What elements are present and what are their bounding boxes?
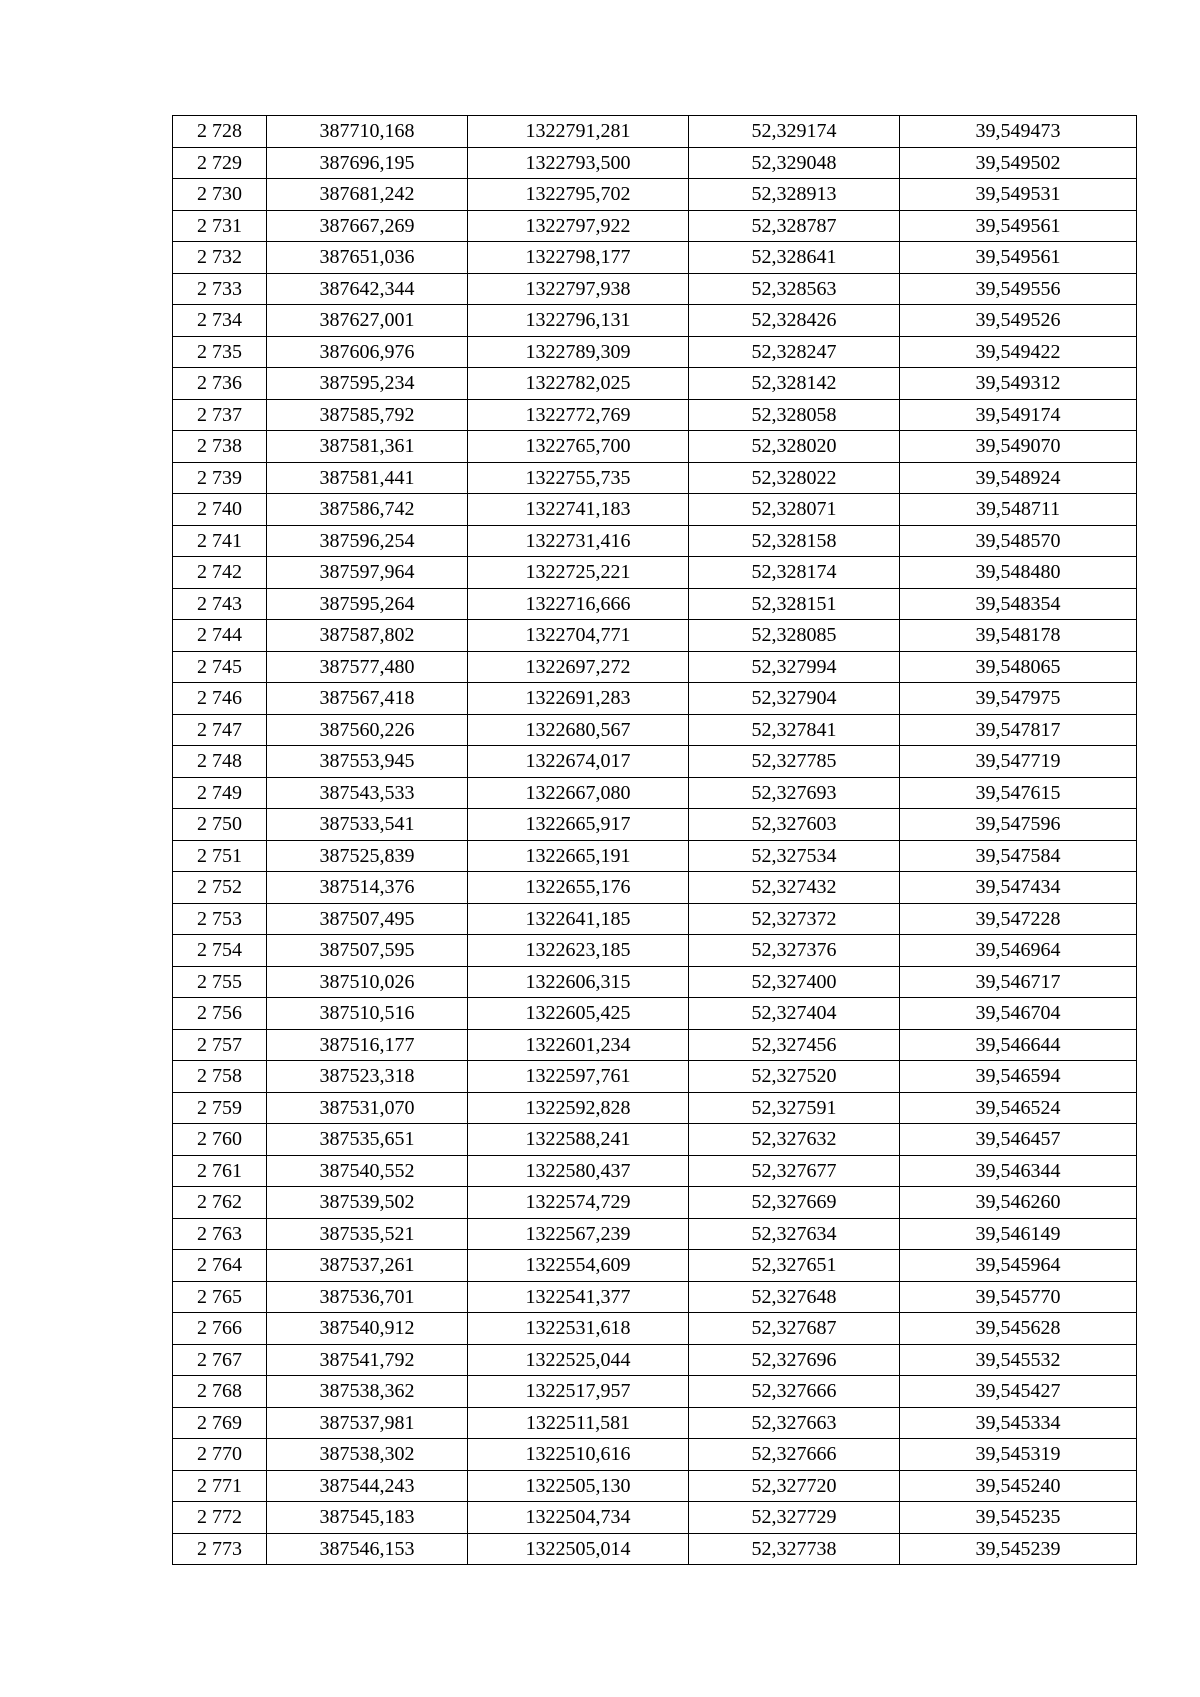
latitude-cell: 52,327400	[689, 966, 900, 998]
y-coordinate-cell: 1322731,416	[468, 525, 689, 557]
x-coordinate-cell: 387510,026	[267, 966, 468, 998]
table-row	[173, 210, 1137, 242]
point-number-cell: 2 734	[173, 305, 267, 337]
latitude-cell: 52,327666	[689, 1439, 900, 1471]
latitude-cell: 52,328247	[689, 336, 900, 368]
point-number-cell: 2 751	[173, 840, 267, 872]
y-coordinate-cell: 1322567,239	[468, 1218, 689, 1250]
table-row	[173, 1092, 1137, 1124]
point-number-cell: 2 732	[173, 242, 267, 274]
point-number-cell: 2 746	[173, 683, 267, 715]
latitude-cell: 52,328913	[689, 179, 900, 211]
latitude-cell: 52,328158	[689, 525, 900, 557]
point-number-cell: 2 728	[173, 116, 267, 148]
x-coordinate-cell: 387538,302	[267, 1439, 468, 1471]
longitude-cell: 39,549070	[900, 431, 1137, 463]
y-coordinate-cell: 1322791,281	[468, 116, 689, 148]
table-row	[173, 620, 1137, 652]
y-coordinate-cell: 1322667,080	[468, 777, 689, 809]
point-number-cell: 2 741	[173, 525, 267, 557]
y-coordinate-cell: 1322574,729	[468, 1187, 689, 1219]
table-row	[173, 242, 1137, 274]
latitude-cell: 52,327666	[689, 1376, 900, 1408]
latitude-cell: 52,328071	[689, 494, 900, 526]
point-number-cell: 2 739	[173, 462, 267, 494]
longitude-cell: 39,549556	[900, 273, 1137, 305]
x-coordinate-cell: 387510,516	[267, 998, 468, 1030]
latitude-cell: 52,328641	[689, 242, 900, 274]
latitude-cell: 52,327634	[689, 1218, 900, 1250]
point-number-cell: 2 772	[173, 1502, 267, 1534]
table-row	[173, 903, 1137, 935]
x-coordinate-cell: 387553,945	[267, 746, 468, 778]
latitude-cell: 52,327651	[689, 1250, 900, 1282]
y-coordinate-cell: 1322588,241	[468, 1124, 689, 1156]
table-row	[173, 588, 1137, 620]
y-coordinate-cell: 1322772,769	[468, 399, 689, 431]
y-coordinate-cell: 1322597,761	[468, 1061, 689, 1093]
table-row	[173, 966, 1137, 998]
x-coordinate-cell: 387540,912	[267, 1313, 468, 1345]
latitude-cell: 52,327663	[689, 1407, 900, 1439]
longitude-cell: 39,545334	[900, 1407, 1137, 1439]
longitude-cell: 39,545239	[900, 1533, 1137, 1565]
latitude-cell: 52,327785	[689, 746, 900, 778]
table-row	[173, 1124, 1137, 1156]
y-coordinate-cell: 1322531,618	[468, 1313, 689, 1345]
x-coordinate-cell: 387525,839	[267, 840, 468, 872]
latitude-cell: 52,328174	[689, 557, 900, 589]
table-row	[173, 809, 1137, 841]
latitude-cell: 52,327648	[689, 1281, 900, 1313]
table-row	[173, 1029, 1137, 1061]
point-number-cell: 2 749	[173, 777, 267, 809]
table-row	[173, 1533, 1137, 1565]
x-coordinate-cell: 387595,264	[267, 588, 468, 620]
point-number-cell: 2 757	[173, 1029, 267, 1061]
y-coordinate-cell: 1322525,044	[468, 1344, 689, 1376]
latitude-cell: 52,328058	[689, 399, 900, 431]
point-number-cell: 2 754	[173, 935, 267, 967]
y-coordinate-cell: 1322765,700	[468, 431, 689, 463]
point-number-cell: 2 767	[173, 1344, 267, 1376]
y-coordinate-cell: 1322741,183	[468, 494, 689, 526]
latitude-cell: 52,327729	[689, 1502, 900, 1534]
longitude-cell: 39,549312	[900, 368, 1137, 400]
point-number-cell: 2 729	[173, 147, 267, 179]
point-number-cell: 2 755	[173, 966, 267, 998]
table-row	[173, 305, 1137, 337]
latitude-cell: 52,327520	[689, 1061, 900, 1093]
point-number-cell: 2 730	[173, 179, 267, 211]
y-coordinate-cell: 1322680,567	[468, 714, 689, 746]
table-row	[173, 683, 1137, 715]
x-coordinate-cell: 387507,595	[267, 935, 468, 967]
x-coordinate-cell: 387537,981	[267, 1407, 468, 1439]
longitude-cell: 39,545235	[900, 1502, 1137, 1534]
longitude-cell: 39,547615	[900, 777, 1137, 809]
table-row	[173, 777, 1137, 809]
x-coordinate-cell: 387538,362	[267, 1376, 468, 1408]
x-coordinate-cell: 387581,361	[267, 431, 468, 463]
longitude-cell: 39,549526	[900, 305, 1137, 337]
y-coordinate-cell: 1322505,130	[468, 1470, 689, 1502]
longitude-cell: 39,547596	[900, 809, 1137, 841]
table-row	[173, 1344, 1137, 1376]
point-number-cell: 2 766	[173, 1313, 267, 1345]
longitude-cell: 39,549473	[900, 116, 1137, 148]
point-number-cell: 2 758	[173, 1061, 267, 1093]
point-number-cell: 2 760	[173, 1124, 267, 1156]
x-coordinate-cell: 387585,792	[267, 399, 468, 431]
latitude-cell: 52,328426	[689, 305, 900, 337]
x-coordinate-cell: 387540,552	[267, 1155, 468, 1187]
x-coordinate-cell: 387710,168	[267, 116, 468, 148]
x-coordinate-cell: 387544,243	[267, 1470, 468, 1502]
latitude-cell: 52,327738	[689, 1533, 900, 1565]
longitude-cell: 39,548065	[900, 651, 1137, 683]
y-coordinate-cell: 1322795,702	[468, 179, 689, 211]
longitude-cell: 39,546717	[900, 966, 1137, 998]
table-row	[173, 1502, 1137, 1534]
longitude-cell: 39,545770	[900, 1281, 1137, 1313]
longitude-cell: 39,546260	[900, 1187, 1137, 1219]
table-row	[173, 462, 1137, 494]
table-row	[173, 179, 1137, 211]
table-row	[173, 1218, 1137, 1250]
y-coordinate-cell: 1322793,500	[468, 147, 689, 179]
y-coordinate-cell: 1322511,581	[468, 1407, 689, 1439]
latitude-cell: 52,328563	[689, 273, 900, 305]
y-coordinate-cell: 1322641,185	[468, 903, 689, 935]
longitude-cell: 39,548480	[900, 557, 1137, 589]
point-number-cell: 2 764	[173, 1250, 267, 1282]
point-number-cell: 2 773	[173, 1533, 267, 1565]
point-number-cell: 2 744	[173, 620, 267, 652]
coordinates-table	[172, 115, 1137, 1565]
longitude-cell: 39,547434	[900, 872, 1137, 904]
table-row	[173, 1155, 1137, 1187]
x-coordinate-cell: 387681,242	[267, 179, 468, 211]
latitude-cell: 52,328022	[689, 462, 900, 494]
x-coordinate-cell: 387627,001	[267, 305, 468, 337]
longitude-cell: 39,548711	[900, 494, 1137, 526]
point-number-cell: 2 735	[173, 336, 267, 368]
x-coordinate-cell: 387539,502	[267, 1187, 468, 1219]
table-row	[173, 399, 1137, 431]
table-row	[173, 273, 1137, 305]
point-number-cell: 2 756	[173, 998, 267, 1030]
y-coordinate-cell: 1322782,025	[468, 368, 689, 400]
longitude-cell: 39,545532	[900, 1344, 1137, 1376]
latitude-cell: 52,327994	[689, 651, 900, 683]
longitude-cell: 39,546149	[900, 1218, 1137, 1250]
latitude-cell: 52,327720	[689, 1470, 900, 1502]
table-row	[173, 525, 1137, 557]
longitude-cell: 39,549561	[900, 242, 1137, 274]
point-number-cell: 2 743	[173, 588, 267, 620]
latitude-cell: 52,328085	[689, 620, 900, 652]
x-coordinate-cell: 387560,226	[267, 714, 468, 746]
longitude-cell: 39,545628	[900, 1313, 1137, 1345]
point-number-cell: 2 740	[173, 494, 267, 526]
latitude-cell: 52,329048	[689, 147, 900, 179]
x-coordinate-cell: 387514,376	[267, 872, 468, 904]
point-number-cell: 2 738	[173, 431, 267, 463]
y-coordinate-cell: 1322623,185	[468, 935, 689, 967]
x-coordinate-cell: 387597,964	[267, 557, 468, 589]
latitude-cell: 52,328142	[689, 368, 900, 400]
table-row	[173, 494, 1137, 526]
y-coordinate-cell: 1322580,437	[468, 1155, 689, 1187]
point-number-cell: 2 765	[173, 1281, 267, 1313]
y-coordinate-cell: 1322665,917	[468, 809, 689, 841]
y-coordinate-cell: 1322796,131	[468, 305, 689, 337]
x-coordinate-cell: 387586,742	[267, 494, 468, 526]
table-row	[173, 872, 1137, 904]
table-row	[173, 935, 1137, 967]
x-coordinate-cell: 387596,254	[267, 525, 468, 557]
y-coordinate-cell: 1322755,735	[468, 462, 689, 494]
longitude-cell: 39,549174	[900, 399, 1137, 431]
x-coordinate-cell: 387651,036	[267, 242, 468, 274]
table-row	[173, 1061, 1137, 1093]
latitude-cell: 52,327404	[689, 998, 900, 1030]
table-row	[173, 1250, 1137, 1282]
x-coordinate-cell: 387667,269	[267, 210, 468, 242]
x-coordinate-cell: 387577,480	[267, 651, 468, 683]
longitude-cell: 39,549502	[900, 147, 1137, 179]
point-number-cell: 2 733	[173, 273, 267, 305]
x-coordinate-cell: 387541,792	[267, 1344, 468, 1376]
point-number-cell: 2 771	[173, 1470, 267, 1502]
longitude-cell: 39,545319	[900, 1439, 1137, 1471]
latitude-cell: 52,327376	[689, 935, 900, 967]
y-coordinate-cell: 1322541,377	[468, 1281, 689, 1313]
point-number-cell: 2 763	[173, 1218, 267, 1250]
table-row	[173, 998, 1137, 1030]
point-number-cell: 2 769	[173, 1407, 267, 1439]
latitude-cell: 52,327669	[689, 1187, 900, 1219]
table-row	[173, 336, 1137, 368]
latitude-cell: 52,327432	[689, 872, 900, 904]
point-number-cell: 2 753	[173, 903, 267, 935]
table-row	[173, 147, 1137, 179]
latitude-cell: 52,328787	[689, 210, 900, 242]
y-coordinate-cell: 1322605,425	[468, 998, 689, 1030]
longitude-cell: 39,546344	[900, 1155, 1137, 1187]
latitude-cell: 52,327591	[689, 1092, 900, 1124]
y-coordinate-cell: 1322704,771	[468, 620, 689, 652]
point-number-cell: 2 768	[173, 1376, 267, 1408]
latitude-cell: 52,327693	[689, 777, 900, 809]
longitude-cell: 39,548178	[900, 620, 1137, 652]
y-coordinate-cell: 1322674,017	[468, 746, 689, 778]
latitude-cell: 52,327632	[689, 1124, 900, 1156]
point-number-cell: 2 747	[173, 714, 267, 746]
latitude-cell: 52,329174	[689, 116, 900, 148]
x-coordinate-cell: 387696,195	[267, 147, 468, 179]
x-coordinate-cell: 387546,153	[267, 1533, 468, 1565]
longitude-cell: 39,545427	[900, 1376, 1137, 1408]
y-coordinate-cell: 1322606,315	[468, 966, 689, 998]
longitude-cell: 39,547584	[900, 840, 1137, 872]
x-coordinate-cell: 387507,495	[267, 903, 468, 935]
point-number-cell: 2 737	[173, 399, 267, 431]
longitude-cell: 39,548354	[900, 588, 1137, 620]
table-row	[173, 1439, 1137, 1471]
table-row	[173, 1313, 1137, 1345]
y-coordinate-cell: 1322517,957	[468, 1376, 689, 1408]
x-coordinate-cell: 387581,441	[267, 462, 468, 494]
point-number-cell: 2 759	[173, 1092, 267, 1124]
y-coordinate-cell: 1322789,309	[468, 336, 689, 368]
y-coordinate-cell: 1322665,191	[468, 840, 689, 872]
x-coordinate-cell: 387516,177	[267, 1029, 468, 1061]
point-number-cell: 2 736	[173, 368, 267, 400]
longitude-cell: 39,546524	[900, 1092, 1137, 1124]
latitude-cell: 52,327696	[689, 1344, 900, 1376]
table-row	[173, 714, 1137, 746]
table-row	[173, 431, 1137, 463]
y-coordinate-cell: 1322504,734	[468, 1502, 689, 1534]
latitude-cell: 52,327456	[689, 1029, 900, 1061]
longitude-cell: 39,547719	[900, 746, 1137, 778]
longitude-cell: 39,547228	[900, 903, 1137, 935]
x-coordinate-cell: 387535,521	[267, 1218, 468, 1250]
longitude-cell: 39,546644	[900, 1029, 1137, 1061]
table-row	[173, 746, 1137, 778]
longitude-cell: 39,549422	[900, 336, 1137, 368]
longitude-cell: 39,549561	[900, 210, 1137, 242]
y-coordinate-cell: 1322798,177	[468, 242, 689, 274]
point-number-cell: 2 745	[173, 651, 267, 683]
x-coordinate-cell: 387531,070	[267, 1092, 468, 1124]
y-coordinate-cell: 1322716,666	[468, 588, 689, 620]
table-row	[173, 840, 1137, 872]
table-row	[173, 368, 1137, 400]
point-number-cell: 2 770	[173, 1439, 267, 1471]
latitude-cell: 52,327904	[689, 683, 900, 715]
longitude-cell: 39,549531	[900, 179, 1137, 211]
point-number-cell: 2 742	[173, 557, 267, 589]
longitude-cell: 39,548924	[900, 462, 1137, 494]
latitude-cell: 52,327677	[689, 1155, 900, 1187]
table-row	[173, 651, 1137, 683]
table-row	[173, 1376, 1137, 1408]
table-row	[173, 1470, 1137, 1502]
y-coordinate-cell: 1322554,609	[468, 1250, 689, 1282]
y-coordinate-cell: 1322655,176	[468, 872, 689, 904]
y-coordinate-cell: 1322797,922	[468, 210, 689, 242]
longitude-cell: 39,547975	[900, 683, 1137, 715]
y-coordinate-cell: 1322510,616	[468, 1439, 689, 1471]
table-row	[173, 557, 1137, 589]
x-coordinate-cell: 387535,651	[267, 1124, 468, 1156]
latitude-cell: 52,327603	[689, 809, 900, 841]
y-coordinate-cell: 1322592,828	[468, 1092, 689, 1124]
longitude-cell: 39,546457	[900, 1124, 1137, 1156]
y-coordinate-cell: 1322797,938	[468, 273, 689, 305]
longitude-cell: 39,545964	[900, 1250, 1137, 1282]
y-coordinate-cell: 1322505,014	[468, 1533, 689, 1565]
point-number-cell: 2 761	[173, 1155, 267, 1187]
x-coordinate-cell: 387543,533	[267, 777, 468, 809]
longitude-cell: 39,548570	[900, 525, 1137, 557]
y-coordinate-cell: 1322725,221	[468, 557, 689, 589]
x-coordinate-cell: 387587,802	[267, 620, 468, 652]
table-row	[173, 1407, 1137, 1439]
x-coordinate-cell: 387595,234	[267, 368, 468, 400]
x-coordinate-cell: 387545,183	[267, 1502, 468, 1534]
x-coordinate-cell: 387567,418	[267, 683, 468, 715]
x-coordinate-cell: 387523,318	[267, 1061, 468, 1093]
x-coordinate-cell: 387606,976	[267, 336, 468, 368]
point-number-cell: 2 752	[173, 872, 267, 904]
latitude-cell: 52,327534	[689, 840, 900, 872]
table-row	[173, 1281, 1137, 1313]
x-coordinate-cell: 387537,261	[267, 1250, 468, 1282]
table-row	[173, 1187, 1137, 1219]
table-row	[173, 116, 1137, 148]
point-number-cell: 2 750	[173, 809, 267, 841]
latitude-cell: 52,327372	[689, 903, 900, 935]
longitude-cell: 39,547817	[900, 714, 1137, 746]
point-number-cell: 2 731	[173, 210, 267, 242]
x-coordinate-cell: 387642,344	[267, 273, 468, 305]
longitude-cell: 39,545240	[900, 1470, 1137, 1502]
point-number-cell: 2 748	[173, 746, 267, 778]
latitude-cell: 52,328020	[689, 431, 900, 463]
latitude-cell: 52,327687	[689, 1313, 900, 1345]
point-number-cell: 2 762	[173, 1187, 267, 1219]
y-coordinate-cell: 1322601,234	[468, 1029, 689, 1061]
y-coordinate-cell: 1322697,272	[468, 651, 689, 683]
y-coordinate-cell: 1322691,283	[468, 683, 689, 715]
longitude-cell: 39,546704	[900, 998, 1137, 1030]
longitude-cell: 39,546594	[900, 1061, 1137, 1093]
x-coordinate-cell: 387536,701	[267, 1281, 468, 1313]
longitude-cell: 39,546964	[900, 935, 1137, 967]
coordinates-table-body	[173, 116, 1137, 1565]
latitude-cell: 52,327841	[689, 714, 900, 746]
latitude-cell: 52,328151	[689, 588, 900, 620]
x-coordinate-cell: 387533,541	[267, 809, 468, 841]
